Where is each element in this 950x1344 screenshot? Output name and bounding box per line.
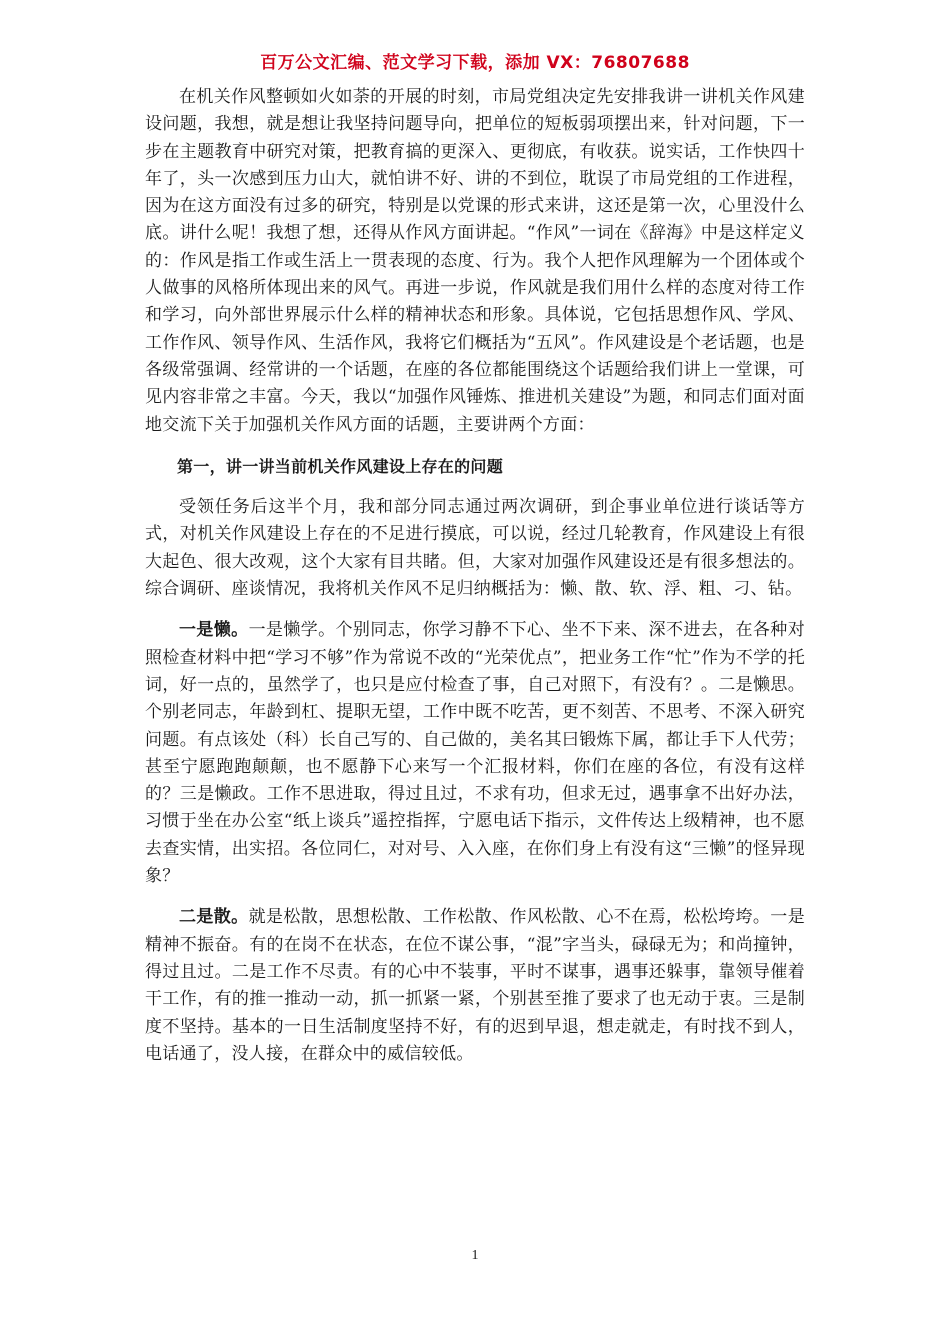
lazy-text: 一是懒学。个别同志，你学习静不下心、坐不下来、深不进去，在各种对照检查材料中把“学习不够”作为常说不改的“光荣优点”，把业务工作“忙”作为不学的托词，好一点的，虽然学了，也只是应付检查了事，自己对照下，有没有？。二是懒思。个别老同志，年龄到杠、提职无望，工作中既不吃苦，更不刻苦、不思考、不深入研究问题。有点该处（科）长自己写的、自己做的，美名其曰锻炼下属，都让手下人代劳；甚至宁愿跑跑颠颠，也不愿静下心来写一个汇报材料，你们在座的各位，有没有这样的？三是懒政。工作不思进取，得过且过，不求有功，但求无过，遇事拿不出好办法，习惯于坐在办公室“纸上谈兵”遥控指挥，宁愿电话下指示，文件传达上级精神，也不愿去查实情，出实招。各位同仁，对对号、入入座，在你们身上有没有这“三懒”的怪异现象？ xyxy=(145,620,805,887)
loose-text: 就是松散，思想松散、工作松散、作风松散、心不在焉，松松垮垮。一是精神不振奋。有的在岗不在状态，在位不谋公事，“混”字当头，碌碌无为；和尚撞钟，得过且过。二是工作不尽责。有的心中不装事，平时不谋事，遇事还躲事，靠领导催着干工作，有的推一推动一动，抓一抓紧一紧，个别甚至推了要求了也无动于衷。三是制度不坚持。基本的一日生活制度坚持不好，有的迟到早退，想走就走，有时找不到人，电话通了，没人接，在群众中的威信较低。 xyxy=(145,907,805,1064)
loose-paragraph xyxy=(145,904,805,1068)
loose-lead: 二是散。 xyxy=(179,907,249,928)
page-number: 1 xyxy=(471,1248,479,1263)
lazy-paragraph xyxy=(145,617,805,890)
section-heading: 第一，讲一讲当前机关作风建设上存在的问题 xyxy=(177,456,504,476)
intro-paragraph: 在机关作风整顿如火如荼的开展的时刻，市局党组决定先安排我讲一讲机关作风建设问题，我想，就是想让我坚持问题导向，把单位的短板弱项摆出来，针对问题，下一步在主题教育中研究对策，把教育搞的更深入、更彻底，有收获。说实话，工作快四十年了，头一次感到压力山大，就怕讲不好、讲的不到位，耽误了市局党组的工作进程，因为在这方面没有过多的研究，特别是以党课的形式来讲，这还是第一次，心里没什么底。讲什么呢！我想了想，还得从作风方面讲起。“作风”一词在《辞海》中是这样定义的：作风是指工作或生活上一贯表现的态度、行为。我个人把作风理解为一个团体或个人做事的风格所体现出来的风气。再进一步说，作风就是我们用什么样的态度对待工作和学习，向外部世界展示什么样的精神状态和形象。具体说，它包括思想作风、学风、工作作风、领导作风、生活作风，我将它们概括为“五风”。作风建设是个老话题，也是各级常强调、经常讲的一个话题，在座的各位都能围绕这个话题给我们讲上一堂课，可见内容非常之丰富。今天，我以“加强作风锤炼、推进机关建设”为题，和同志们面对面地交流下关于加强机关作风方面的话题，主要讲两个方面： xyxy=(145,87,805,435)
section-intro-paragraph: 受领任务后这半个月，我和部分同志通过两次调研，到企事业单位进行谈话等方式，对机关作风建设上存在的不足进行摸底，可以说，经过几轮教育，作风建设上有很大起色、很大改观，这个大家有目共睹。但，大家对加强作风建设还是有很多想法的。综合调研、座谈情况，我将机关作风不足归纳概括为：懒、散、软、浮、粗、刁、钻。 xyxy=(145,497,805,600)
document-body xyxy=(145,84,805,1068)
lazy-lead: 一是懒。 xyxy=(179,620,249,641)
download-banner: 百万公文汇编、范文学习下载，添加 VX：76807688 xyxy=(260,53,690,73)
